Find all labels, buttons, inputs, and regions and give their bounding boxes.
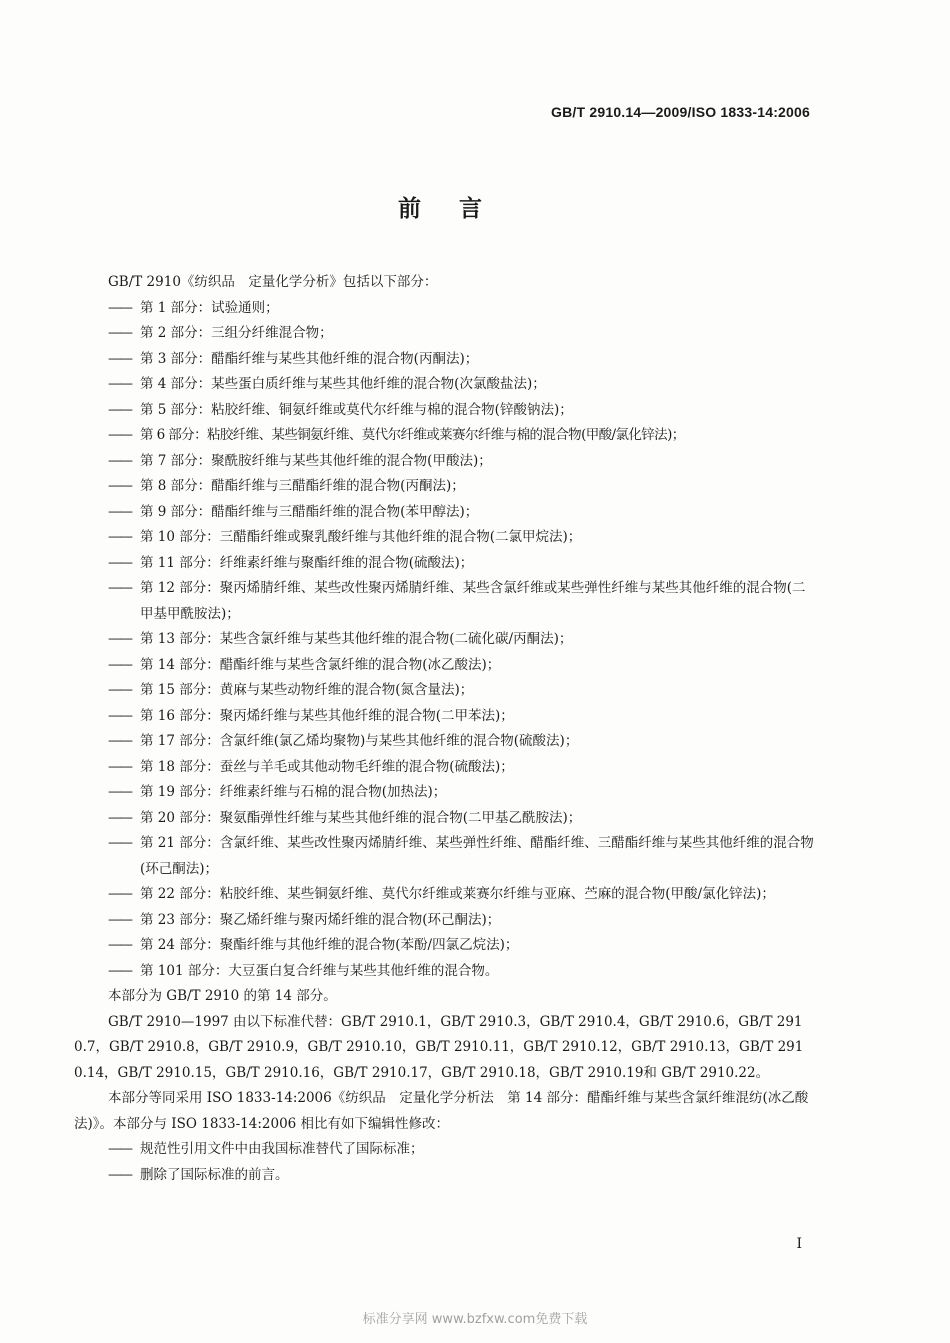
part-text: 第 2 部分：三组分纤维混合物； — [140, 325, 333, 341]
list-item — [74, 831, 814, 882]
part-text: 第 23 部分：聚乙烯纤维与聚丙烯纤维的混合物(环己酮法)； — [140, 911, 501, 928]
list-item — [74, 780, 814, 806]
dash-marker: —— — [108, 886, 131, 902]
dash-marker: —— — [108, 376, 131, 392]
part-text: 第 3 部分：醋酯纤维与某些其他纤维的混合物(丙酮法)； — [140, 350, 479, 367]
part-text: 第 13 部分：某些含氯纤维与某些其他纤维的混合物(二硫化碳/丙酮法)； — [140, 631, 573, 647]
list-item — [74, 449, 814, 475]
list-item — [74, 296, 814, 322]
list-item — [74, 321, 814, 347]
list-item — [74, 627, 814, 653]
part-text: 第 7 部分：聚酰胺纤维与某些其他纤维的混合物(甲酸法)； — [140, 452, 492, 469]
part-text: 第 9 部分：醋酯纤维与三醋酯纤维的混合物(苯甲醇法)； — [140, 503, 479, 520]
intro-line: GB/T 2910《纺织品 定量化学分析》包括以下部分： — [108, 274, 438, 290]
part-text: 第 15 部分：黄麻与某些动物纤维的混合物(氮含量法)； — [140, 682, 474, 698]
change-text: 删除了国际标准的前言。 — [140, 1166, 289, 1183]
list-item — [74, 933, 814, 959]
part-text: 第 24 部分：聚酯纤维与其他纤维的混合物(苯酚/四氯乙烷法)； — [140, 937, 519, 953]
part-text: 第 20 部分：聚氨酯弹性纤维与某些其他纤维的混合物(二甲基乙酰胺法)； — [140, 809, 582, 826]
dash-marker: —— — [108, 1166, 131, 1183]
dash-marker: —— — [108, 427, 131, 443]
dash-marker: —— — [108, 937, 131, 953]
part-text: 第 22 部分：粘胶纤维、某些铜氨纤维、莫代尔纤维或莱赛尔纤维与亚麻、苎麻的混合物(甲酸/氯化锌法)； — [140, 886, 775, 902]
list-item — [74, 347, 814, 373]
list-item — [74, 882, 814, 908]
dash-marker: —— — [108, 682, 131, 698]
dash-marker: —— — [108, 554, 131, 571]
dash-marker: —— — [108, 784, 131, 800]
list-item — [74, 423, 814, 449]
paragraph-replacement: GB/T 2910—1997 由以下标准代替：GB/T 2910.1，GB/T 2910.3，GB/T 2910.4，GB/T 2910.6，GB/T 2910.7，GB/T 2910.8，GB/T 2910.9，GB/T 2910.10，GB/T 2910.11，GB/T 2910.12，GB/T 2910.13，GB/T 2910.14，GB/T 2910.15，GB/T 2910.16，GB/T 2910.17，GB/T 2910.18，GB/T 2910.19和 GB/T 2910.22。 — [74, 1013, 804, 1081]
list-item — [74, 755, 814, 781]
dash-marker: —— — [108, 401, 131, 418]
list-item — [74, 704, 814, 730]
parts-list — [74, 296, 814, 985]
document-body — [74, 270, 814, 1188]
dash-marker: —— — [108, 809, 131, 826]
list-item — [74, 372, 814, 398]
list-item — [74, 959, 814, 985]
page-title: 前言 — [398, 196, 520, 222]
part-text: 第 101 部分：大豆蛋白复合纤维与某些其他纤维的混合物。 — [140, 962, 499, 979]
dash-marker: —— — [108, 835, 131, 851]
dash-marker: —— — [108, 325, 131, 341]
part-text: 第 19 部分：纤维素纤维与石棉的混合物(加热法)； — [140, 784, 447, 800]
list-item — [74, 1163, 814, 1189]
change-text: 规范性引用文件中由我国标准替代了国际标准； — [140, 1141, 424, 1157]
part-text: 第 17 部分：含氯纤维(氯乙烯均聚物)与某些其他纤维的混合物(硫酸法)； — [140, 733, 579, 749]
part-text: 第 16 部分：聚丙烯纤维与某些其他纤维的混合物(二甲苯法)； — [140, 707, 514, 724]
paragraph-adoption: 本部分等同采用 ISO 1833-14:2006《纺织品 定量化学分析法 第 14 部分：醋酯纤维与某些含氯纤维混纺(冰乙酸法)》。本部分与 ISO 1833-14:2006 相比有如下编辑性修改： — [74, 1090, 809, 1132]
dash-marker: —— — [108, 452, 131, 469]
part-text: 第 18 部分：蚕丝与羊毛或其他动物毛纤维的混合物(硫酸法)； — [140, 758, 514, 775]
list-item — [74, 500, 814, 526]
dash-marker: —— — [108, 656, 131, 673]
part-text: 第 1 部分：试验通则； — [140, 299, 279, 316]
part-text: 第 12 部分：聚丙烯腈纤维、某些改性聚丙烯腈纤维、某些含氯纤维或某些弹性纤维与某些其他纤维的混合物(二甲基甲酰胺法)； — [140, 580, 806, 622]
part-text: 第 6 部分：粘胶纤维、某些铜氨纤维、莫代尔纤维或莱赛尔纤维与棉的混合物(甲酸/氯化锌法)； — [140, 427, 685, 443]
list-item — [74, 729, 814, 755]
dash-marker: —— — [108, 707, 131, 724]
list-item — [74, 1137, 814, 1163]
list-item — [74, 653, 814, 679]
list-item — [74, 551, 814, 577]
dash-marker: —— — [108, 758, 131, 775]
dash-marker: —— — [108, 580, 131, 596]
changes-list — [74, 1137, 814, 1188]
list-item — [74, 576, 814, 627]
list-item — [74, 525, 814, 551]
part-text: 第 4 部分：某些蛋白质纤维与某些其他纤维的混合物(次氯酸盐法)； — [140, 376, 546, 392]
dash-marker: —— — [108, 350, 131, 367]
paragraph-part-number: 本部分为 GB/T 2910 的第 14 部分。 — [108, 988, 337, 1004]
part-text: 第 14 部分：醋酯纤维与某些含氯纤维的混合物(冰乙酸法)； — [140, 656, 501, 673]
part-text: 第 8 部分：醋酯纤维与三醋酯纤维的混合物(丙酮法)； — [140, 478, 465, 494]
dash-marker: —— — [108, 911, 131, 928]
dash-marker: —— — [108, 1141, 131, 1157]
part-text: 第 11 部分：纤维素纤维与聚酯纤维的混合物(硫酸法)； — [140, 554, 474, 571]
standard-code-header: GB/T 2910.14—2009/ISO 1833-14:2006 — [551, 104, 810, 120]
dash-marker: —— — [108, 503, 131, 520]
watermark-footer: 标准分享网 www.bzfxw.com免费下载 — [362, 1312, 588, 1327]
dash-marker: —— — [108, 478, 131, 494]
dash-marker: —— — [108, 631, 131, 647]
part-text: 第 5 部分：粘胶纤维、铜氨纤维或莫代尔纤维与棉的混合物(锌酸钠法)； — [140, 401, 573, 418]
dash-marker: —— — [108, 962, 131, 979]
list-item — [74, 678, 814, 704]
page-number: I — [796, 1236, 802, 1252]
list-item — [74, 398, 814, 424]
dash-marker: —— — [108, 733, 131, 749]
part-text: 第 21 部分：含氯纤维、某些改性聚丙烯腈纤维、某些弹性纤维、醋酯纤维、三醋酯纤维与某些其他纤维的混合物(环己酮法)； — [140, 835, 814, 877]
list-item — [74, 806, 814, 832]
list-item — [74, 908, 814, 934]
dash-marker: —— — [108, 299, 131, 316]
dash-marker: —— — [108, 529, 131, 545]
part-text: 第 10 部分：三醋酯纤维或聚乳酸纤维与其他纤维的混合物(二氯甲烷法)； — [140, 529, 582, 545]
list-item — [74, 474, 814, 500]
